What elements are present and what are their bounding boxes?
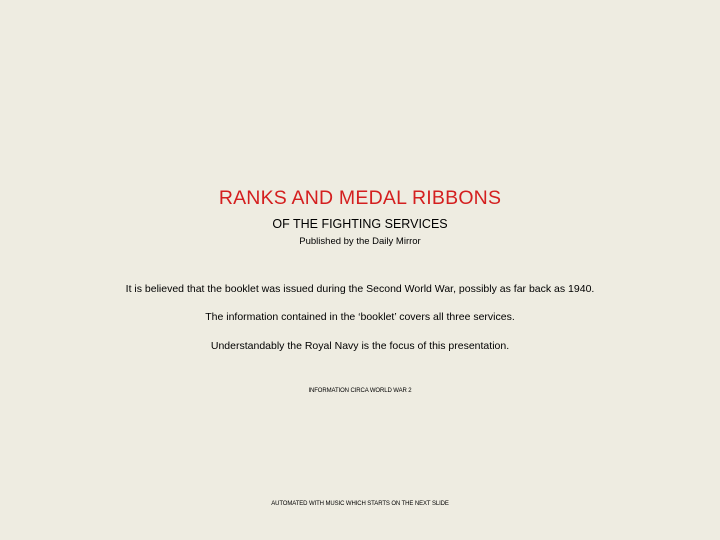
footer-note: AUTOMATED WITH MUSIC WHICH STARTS ON THE NEXT SLIDE <box>271 501 449 507</box>
slide-subtitle: OF THE FIGHTING SERVICES <box>272 217 448 231</box>
body-paragraph-1: It is believed that the booklet was issued during the Second World War, possibly as far back as 1940. <box>125 283 595 295</box>
info-note: INFORMATION CIRCA WORLD WAR 2 <box>308 388 412 394</box>
body-paragraph-2: The information contained in the ‘booklet’ covers all three services. <box>205 311 515 323</box>
publisher-note: Published by the Daily Mirror <box>299 236 421 247</box>
body-paragraph-3: Understandably the Royal Navy is the focus of this presentation. <box>210 340 510 352</box>
slide-title: RANKS AND MEDAL RIBBONS <box>218 187 502 209</box>
